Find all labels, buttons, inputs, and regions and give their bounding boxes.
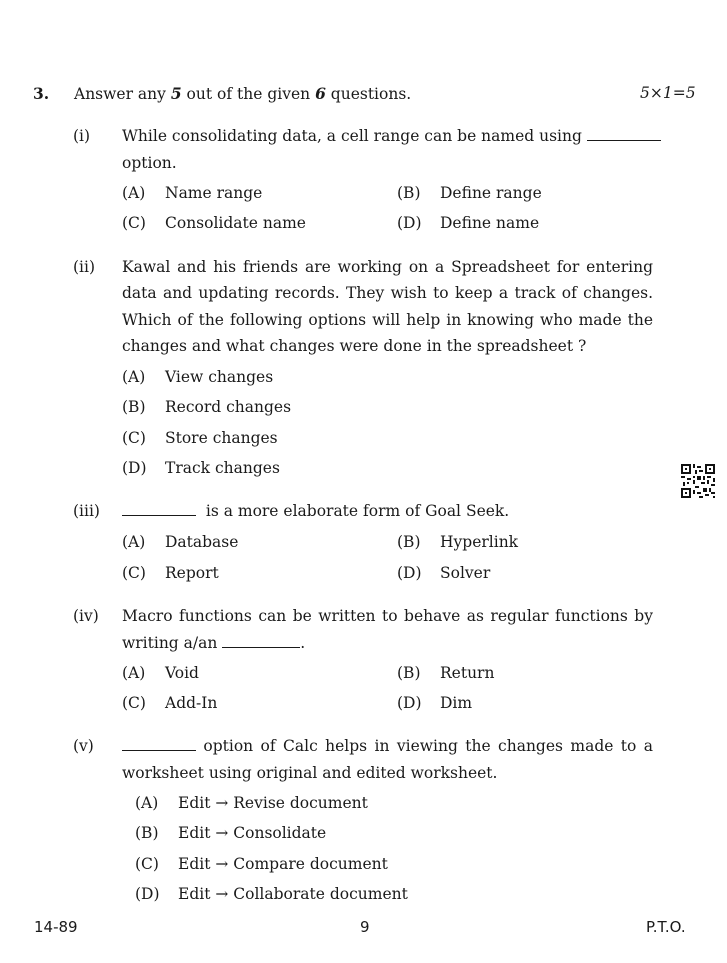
option-text: Store changes bbox=[165, 429, 278, 447]
option-label: (A) bbox=[122, 533, 146, 551]
answer-blank bbox=[222, 646, 300, 648]
option-label: (A) bbox=[122, 664, 146, 682]
option-text: Consolidate name bbox=[165, 214, 306, 232]
subquestion-text: changes and what changes were done in the spreadsheet ? bbox=[122, 337, 587, 355]
option-label: (A) bbox=[135, 794, 159, 812]
option-label: (C) bbox=[122, 564, 146, 582]
subquestion-label: (iii) bbox=[73, 502, 100, 520]
option-label: (B) bbox=[135, 824, 159, 842]
option-text: Define range bbox=[440, 184, 542, 202]
option-text: Edit → Compare document bbox=[178, 855, 388, 873]
option-label: (D) bbox=[397, 564, 422, 582]
option-text: Track changes bbox=[165, 459, 280, 477]
subquestion-label: (ii) bbox=[73, 258, 96, 276]
option-label: (D) bbox=[397, 694, 422, 712]
option-text: Report bbox=[165, 564, 219, 582]
subquestion-label: (v) bbox=[73, 737, 94, 755]
question-instruction: Answer any 5 out of the given 6 questions. bbox=[74, 84, 412, 103]
subquestion-label: (iv) bbox=[73, 607, 99, 625]
option-text: Edit → Revise document bbox=[178, 794, 368, 812]
option-text: Dim bbox=[440, 694, 473, 712]
option-label: (A) bbox=[122, 184, 146, 202]
pto-label: P.T.O. bbox=[646, 918, 686, 936]
option-text: Solver bbox=[440, 564, 491, 582]
subquestion-text: data and updating records. They wish to keep a track of changes. bbox=[122, 284, 653, 302]
subquestion-text: worksheet using original and edited worksheet. bbox=[122, 764, 498, 782]
subquestion-text: option of Calc helps in viewing the changes made to a bbox=[122, 737, 653, 757]
answer-blank bbox=[122, 749, 196, 751]
option-text: Record changes bbox=[165, 398, 292, 416]
option-label: (C) bbox=[122, 214, 146, 232]
option-text: Edit → Collaborate document bbox=[178, 885, 408, 903]
subquestion-text: Which of the following options will help in knowing who made the bbox=[122, 311, 653, 329]
option-label: (D) bbox=[122, 459, 147, 477]
subquestion-text: writing a/an . bbox=[122, 634, 306, 652]
option-text: Define name bbox=[440, 214, 540, 232]
option-label: (B) bbox=[397, 533, 421, 551]
answer-blank bbox=[122, 514, 196, 516]
subquestion-text: option. bbox=[122, 154, 177, 172]
qr-code-icon bbox=[681, 464, 715, 498]
option-text: Hyperlink bbox=[440, 533, 519, 551]
option-label: (C) bbox=[135, 855, 159, 873]
subquestion-text: Macro functions can be written to behave as regular functions by bbox=[122, 607, 653, 625]
subquestion-text: is a more elaborate form of Goal Seek. bbox=[122, 502, 509, 520]
answer-blank bbox=[587, 139, 661, 141]
option-text: Void bbox=[165, 664, 199, 682]
option-text: Name range bbox=[165, 184, 263, 202]
option-label: (B) bbox=[397, 664, 421, 682]
option-label: (C) bbox=[122, 429, 146, 447]
option-label: (D) bbox=[397, 214, 422, 232]
paper-code: 14-89 bbox=[34, 918, 78, 936]
option-text: Edit → Consolidate bbox=[178, 824, 327, 842]
option-label: (A) bbox=[122, 368, 146, 386]
option-label: (B) bbox=[397, 184, 421, 202]
subquestion-label: (i) bbox=[73, 127, 91, 145]
option-label: (C) bbox=[122, 694, 146, 712]
subquestion-text: Kawal and his friends are working on a Spreadsheet for entering bbox=[122, 258, 653, 276]
question-number: 3. bbox=[33, 84, 50, 103]
option-text: View changes bbox=[165, 368, 274, 386]
option-text: Add-In bbox=[165, 694, 218, 712]
subquestion-text: While consolidating data, a cell range can be named using bbox=[122, 127, 661, 145]
option-text: Return bbox=[440, 664, 495, 682]
option-label: (B) bbox=[122, 398, 146, 416]
option-label: (D) bbox=[135, 885, 160, 903]
option-text: Database bbox=[165, 533, 239, 551]
marks-label: 5×1=5 bbox=[640, 84, 696, 102]
page-number: 9 bbox=[360, 918, 370, 936]
